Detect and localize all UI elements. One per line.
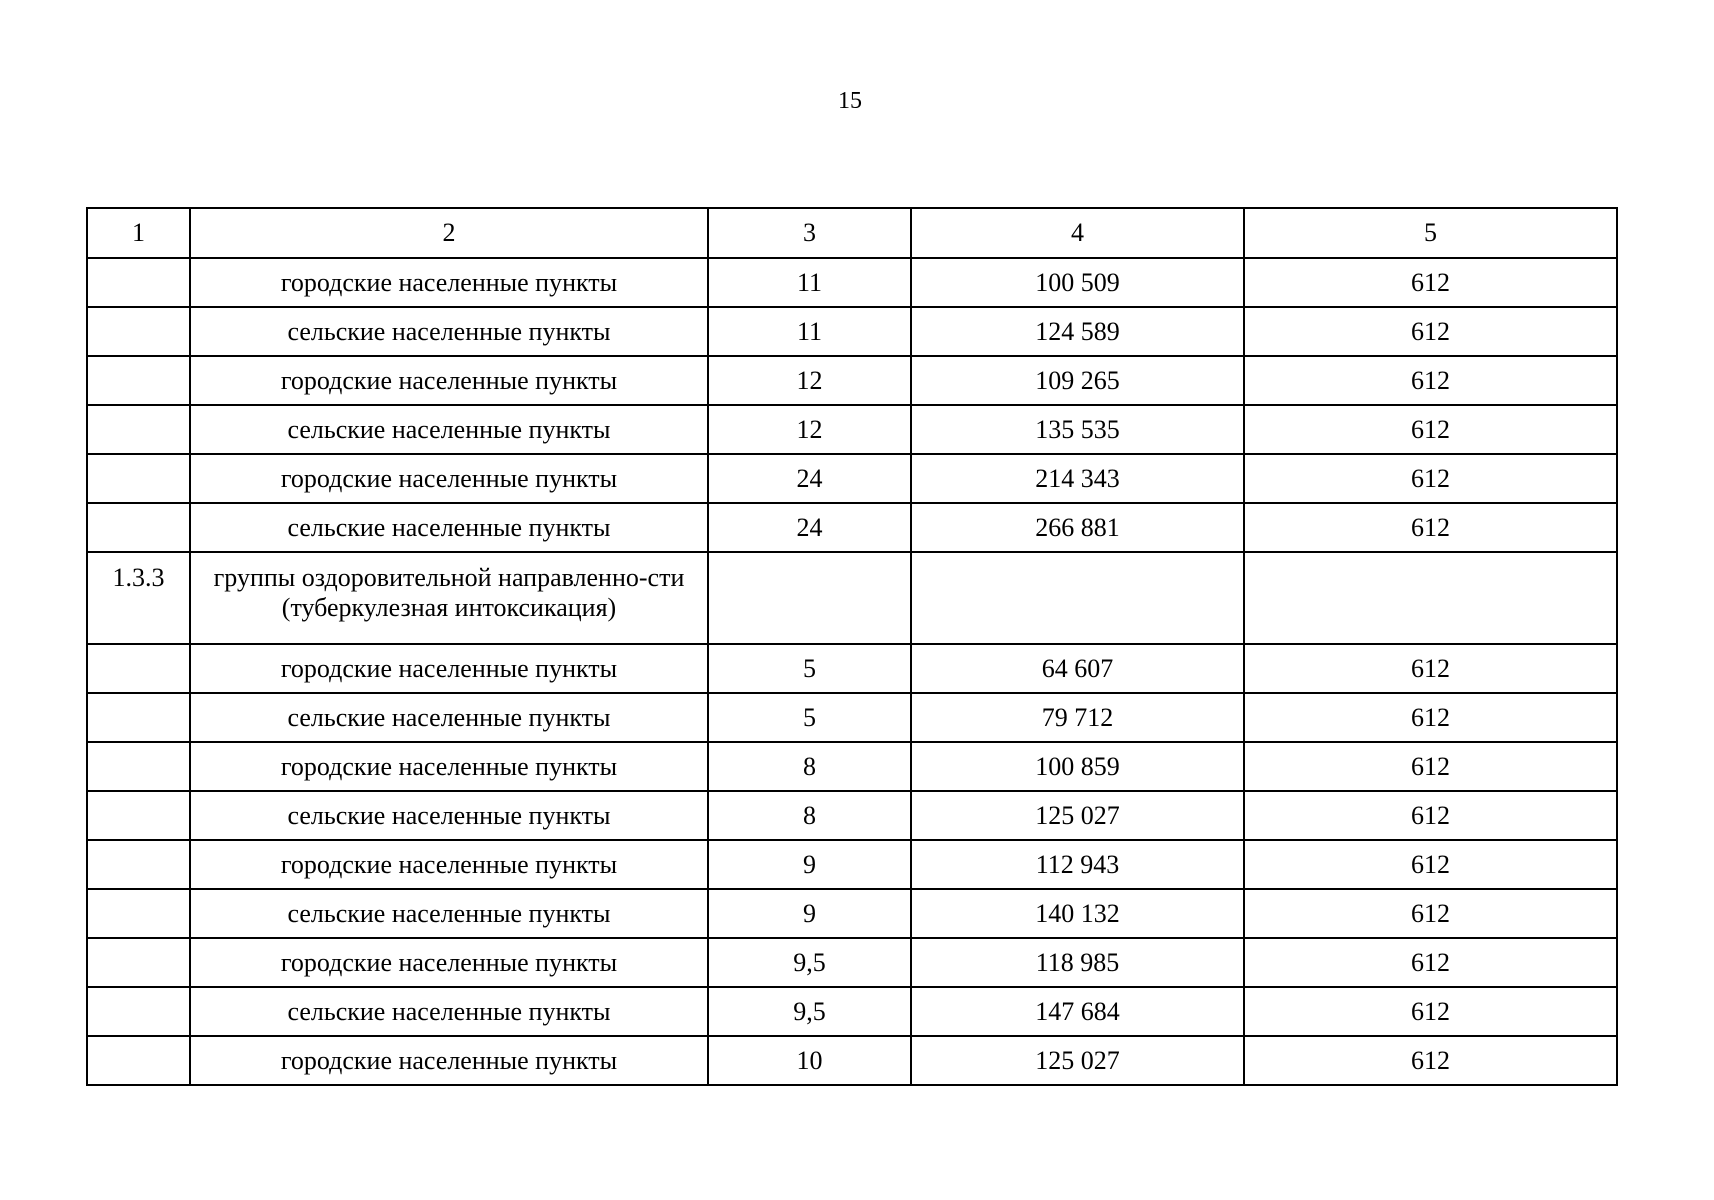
row-col5-cell: 612 [1244, 454, 1617, 503]
row-col4-cell: 79 712 [911, 693, 1244, 742]
row-col3-cell: 8 [708, 742, 911, 791]
row-col5-cell: 612 [1244, 840, 1617, 889]
header-cell-3: 3 [708, 208, 911, 258]
row-number-cell [87, 454, 190, 503]
row-number-cell: 1.3.3 [87, 552, 190, 644]
row-col4-cell: 266 881 [911, 503, 1244, 552]
data-table [86, 207, 1618, 1086]
row-col5-cell [1244, 552, 1617, 644]
row-col5-cell: 612 [1244, 938, 1617, 987]
row-col5-cell: 612 [1244, 1036, 1617, 1085]
row-col5-cell: 612 [1244, 356, 1617, 405]
row-col4-cell: 100 509 [911, 258, 1244, 307]
table-row [87, 405, 1617, 454]
row-col3-cell: 24 [708, 503, 911, 552]
row-number-cell [87, 307, 190, 356]
table-row [87, 644, 1617, 693]
row-col3-cell: 9 [708, 840, 911, 889]
row-number-cell [87, 1036, 190, 1085]
row-col5-cell: 612 [1244, 987, 1617, 1036]
row-col4-cell: 125 027 [911, 1036, 1244, 1085]
row-col4-cell: 140 132 [911, 889, 1244, 938]
row-number-cell [87, 938, 190, 987]
table-header-row [87, 208, 1617, 258]
row-col3-cell: 12 [708, 356, 911, 405]
table-row [87, 307, 1617, 356]
row-col3-cell: 9,5 [708, 987, 911, 1036]
table-row [87, 987, 1617, 1036]
row-col3-cell: 8 [708, 791, 911, 840]
row-number-cell [87, 742, 190, 791]
row-col3-cell [708, 552, 911, 644]
row-col5-cell: 612 [1244, 258, 1617, 307]
row-name-cell: городские населенные пункты [190, 356, 708, 405]
row-col5-cell: 612 [1244, 307, 1617, 356]
row-number-cell [87, 258, 190, 307]
row-name-cell: городские населенные пункты [190, 938, 708, 987]
row-name-cell: сельские населенные пункты [190, 405, 708, 454]
row-col5-cell: 612 [1244, 405, 1617, 454]
row-col5-cell: 612 [1244, 742, 1617, 791]
header-cell-5: 5 [1244, 208, 1617, 258]
row-name-cell: группы оздоровительной направленно-сти (туберкулезная интоксикация) [190, 552, 708, 644]
row-col4-cell: 112 943 [911, 840, 1244, 889]
row-number-cell [87, 987, 190, 1036]
table-row [87, 356, 1617, 405]
header-cell-1: 1 [87, 208, 190, 258]
row-col4-cell: 135 535 [911, 405, 1244, 454]
table-row [87, 742, 1617, 791]
row-col3-cell: 11 [708, 258, 911, 307]
row-number-cell [87, 840, 190, 889]
row-col3-cell: 10 [708, 1036, 911, 1085]
table-row [87, 693, 1617, 742]
row-name-cell: сельские населенные пункты [190, 307, 708, 356]
table-row [87, 258, 1617, 307]
row-col3-cell: 24 [708, 454, 911, 503]
row-name-cell: городские населенные пункты [190, 840, 708, 889]
row-name-cell: городские населенные пункты [190, 454, 708, 503]
header-cell-2: 2 [190, 208, 708, 258]
row-col4-cell: 147 684 [911, 987, 1244, 1036]
row-col3-cell: 9,5 [708, 938, 911, 987]
row-col4-cell: 109 265 [911, 356, 1244, 405]
row-name-cell: городские населенные пункты [190, 1036, 708, 1085]
row-name-cell: городские населенные пункты [190, 742, 708, 791]
table-row [87, 503, 1617, 552]
row-name-cell: городские населенные пункты [190, 644, 708, 693]
row-col5-cell: 612 [1244, 503, 1617, 552]
row-col5-cell: 612 [1244, 791, 1617, 840]
table-section-row [87, 552, 1617, 644]
row-col3-cell: 5 [708, 693, 911, 742]
page-number: 15 [838, 88, 862, 114]
row-number-cell [87, 503, 190, 552]
table-row [87, 889, 1617, 938]
table-row [87, 1036, 1617, 1085]
row-col4-cell: 125 027 [911, 791, 1244, 840]
row-number-cell [87, 889, 190, 938]
row-col5-cell: 612 [1244, 889, 1617, 938]
row-col5-cell: 612 [1244, 644, 1617, 693]
row-name-cell: сельские населенные пункты [190, 693, 708, 742]
row-col4-cell: 118 985 [911, 938, 1244, 987]
table-row [87, 454, 1617, 503]
table-row [87, 840, 1617, 889]
row-number-cell [87, 356, 190, 405]
row-number-cell [87, 693, 190, 742]
row-number-cell [87, 791, 190, 840]
row-number-cell [87, 644, 190, 693]
row-col4-cell: 214 343 [911, 454, 1244, 503]
row-col4-cell [911, 552, 1244, 644]
table-body [87, 208, 1617, 1085]
row-name-cell: сельские населенные пункты [190, 987, 708, 1036]
row-name-cell: сельские населенные пункты [190, 503, 708, 552]
row-col3-cell: 5 [708, 644, 911, 693]
row-name-cell: сельские населенные пункты [190, 791, 708, 840]
table-row [87, 938, 1617, 987]
row-name-cell: городские населенные пункты [190, 258, 708, 307]
row-col3-cell: 9 [708, 889, 911, 938]
table-row [87, 791, 1617, 840]
row-col4-cell: 64 607 [911, 644, 1244, 693]
row-col5-cell: 612 [1244, 693, 1617, 742]
row-col3-cell: 11 [708, 307, 911, 356]
row-col4-cell: 100 859 [911, 742, 1244, 791]
row-col4-cell: 124 589 [911, 307, 1244, 356]
row-name-cell: сельские населенные пункты [190, 889, 708, 938]
row-number-cell [87, 405, 190, 454]
row-col3-cell: 12 [708, 405, 911, 454]
header-cell-4: 4 [911, 208, 1244, 258]
